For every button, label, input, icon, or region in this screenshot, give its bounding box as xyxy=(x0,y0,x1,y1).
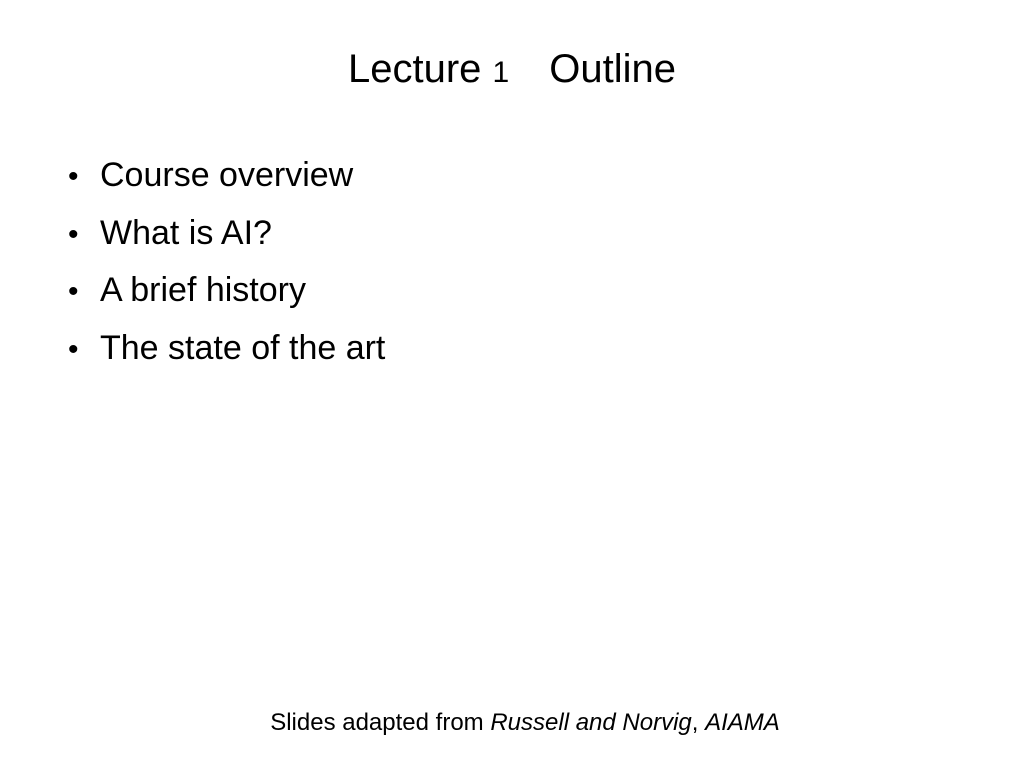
footer-separator: , xyxy=(691,709,706,736)
bullet-list xyxy=(68,148,385,378)
bullet-icon: • xyxy=(68,160,79,193)
footer-book: AIAMA xyxy=(705,709,780,736)
footer-authors: Russell and Norvig xyxy=(490,709,692,736)
title-word: Lecture xyxy=(348,47,482,91)
bullet-icon: • xyxy=(68,275,79,308)
footer-prefix: Slides adapted from xyxy=(270,709,491,736)
bullet-text: The state of the art xyxy=(100,328,386,367)
bullet-item xyxy=(68,321,385,379)
bullet-item xyxy=(68,148,385,206)
slide-footer xyxy=(0,706,1024,740)
title-lecture-number: 1 xyxy=(492,56,510,89)
bullet-item xyxy=(68,263,385,321)
bullet-item xyxy=(68,206,385,264)
title-topic: Outline xyxy=(549,47,676,91)
bullet-text: A brief history xyxy=(100,271,306,309)
bullet-icon: • xyxy=(68,332,79,366)
bullet-text: Course overview xyxy=(100,156,354,194)
bullet-text: What is AI? xyxy=(100,213,272,252)
bullet-icon: • xyxy=(68,217,79,251)
slide-title xyxy=(0,42,1024,100)
